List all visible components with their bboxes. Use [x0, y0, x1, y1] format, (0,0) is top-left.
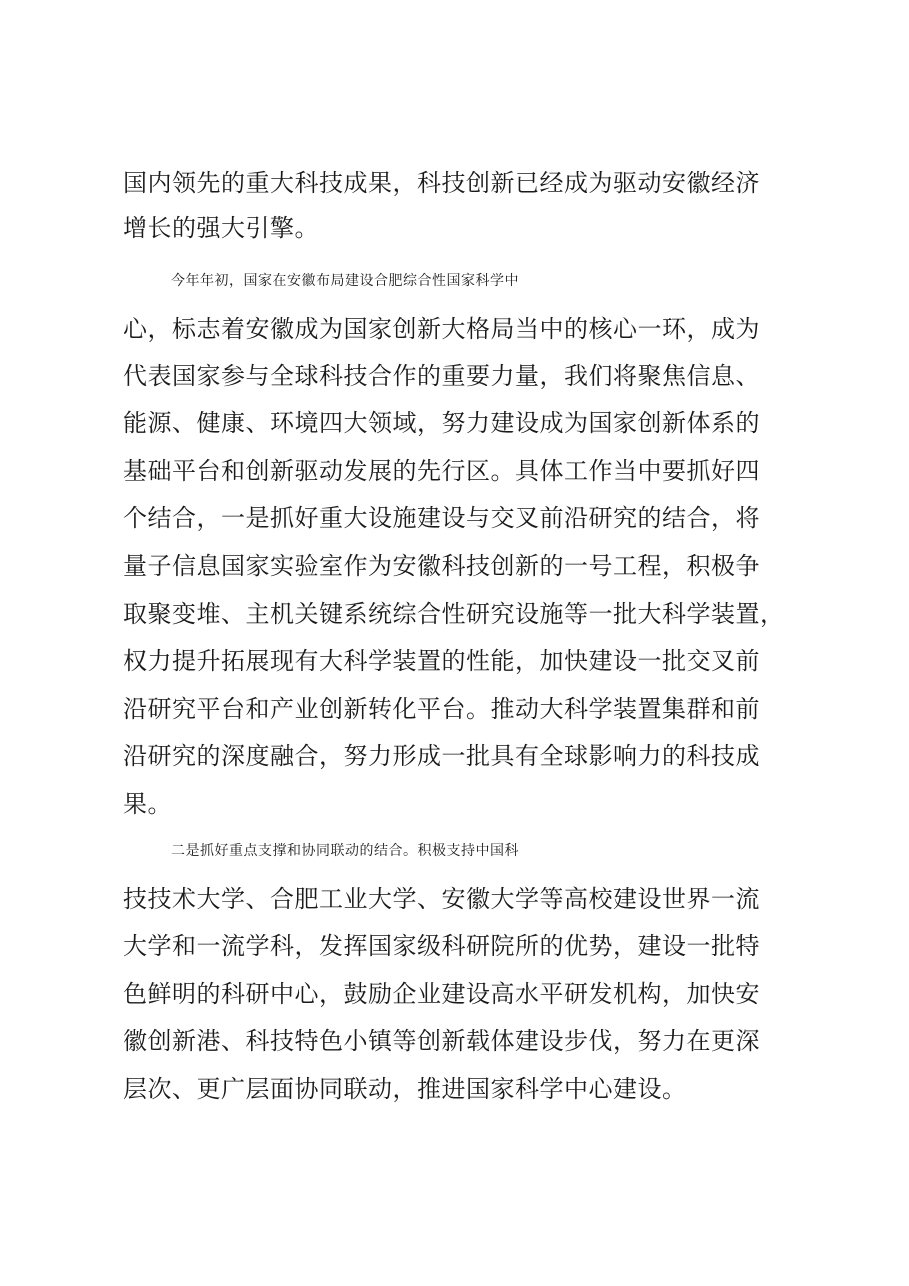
paragraph-1-line-1: 国内领先的重大科技成果，科技创新已经成为驱动安徽经济: [123, 169, 760, 197]
paragraph-3-line-3: 大学和一流学科，发挥国家级科研院所的优势，建设一批特: [123, 932, 760, 960]
paragraph-2-line-11: 沿研究的深度融合，努力形成一批具有全球影响力的科技成: [123, 742, 760, 770]
paragraph-2-line-8: 取聚变堆、主机关键系统综合性研究设施等一批大科学装置，: [123, 600, 785, 628]
paragraph-3-line-1: 二是抓好重点支撑和协同联动的结合。积极支持中国科: [171, 843, 519, 859]
paragraph-2-line-12: 果。: [123, 790, 172, 818]
paragraph-2-line-6: 个结合，一是抓好重大设施建设与交叉前沿研究的结合，将: [123, 504, 760, 532]
paragraph-2-line-2: 心，标志着安徽成为国家创新大格局当中的核心一环，成为: [123, 315, 760, 343]
paragraph-2-line-4: 能源、健康、环境四大领域，努力建设成为国家创新体系的: [123, 409, 760, 437]
paragraph-2-line-9: 权力提升拓展现有大科学装置的性能，加快建设一批交叉前: [123, 647, 760, 675]
paragraph-2-line-7: 量子信息国家实验室作为安徽科技创新的一号工程，积极争: [123, 552, 760, 580]
paragraph-2-line-5: 基础平台和创新驱动发展的先行区。具体工作当中要抓好四: [123, 457, 760, 485]
paragraph-2-line-3: 代表国家参与全球科技合作的重要力量，我们将聚焦信息、: [123, 362, 760, 390]
paragraph-3-line-2: 技技术大学、合肥工业大学、安徽大学等高校建设世界一流: [123, 885, 760, 913]
paragraph-3-line-6: 层次、更广层面协同联动，推进国家科学中心建设。: [123, 1075, 687, 1103]
paragraph-3-line-5: 徽创新港、科技特色小镇等创新载体建设步伐，努力在更深: [123, 1027, 760, 1055]
paragraph-2-line-10: 沿研究平台和产业创新转化平台。推动大科学装置集群和前: [123, 695, 760, 723]
paragraph-1-line-2: 增长的强大引擎。: [123, 214, 319, 242]
paragraph-3-line-4: 色鲜明的科研中心，鼓励企业建设高水平研发机构，加快安: [123, 980, 760, 1008]
paragraph-2-line-1: 今年年初，国家在安徽布局建设合肥综合性国家科学中: [171, 273, 519, 289]
